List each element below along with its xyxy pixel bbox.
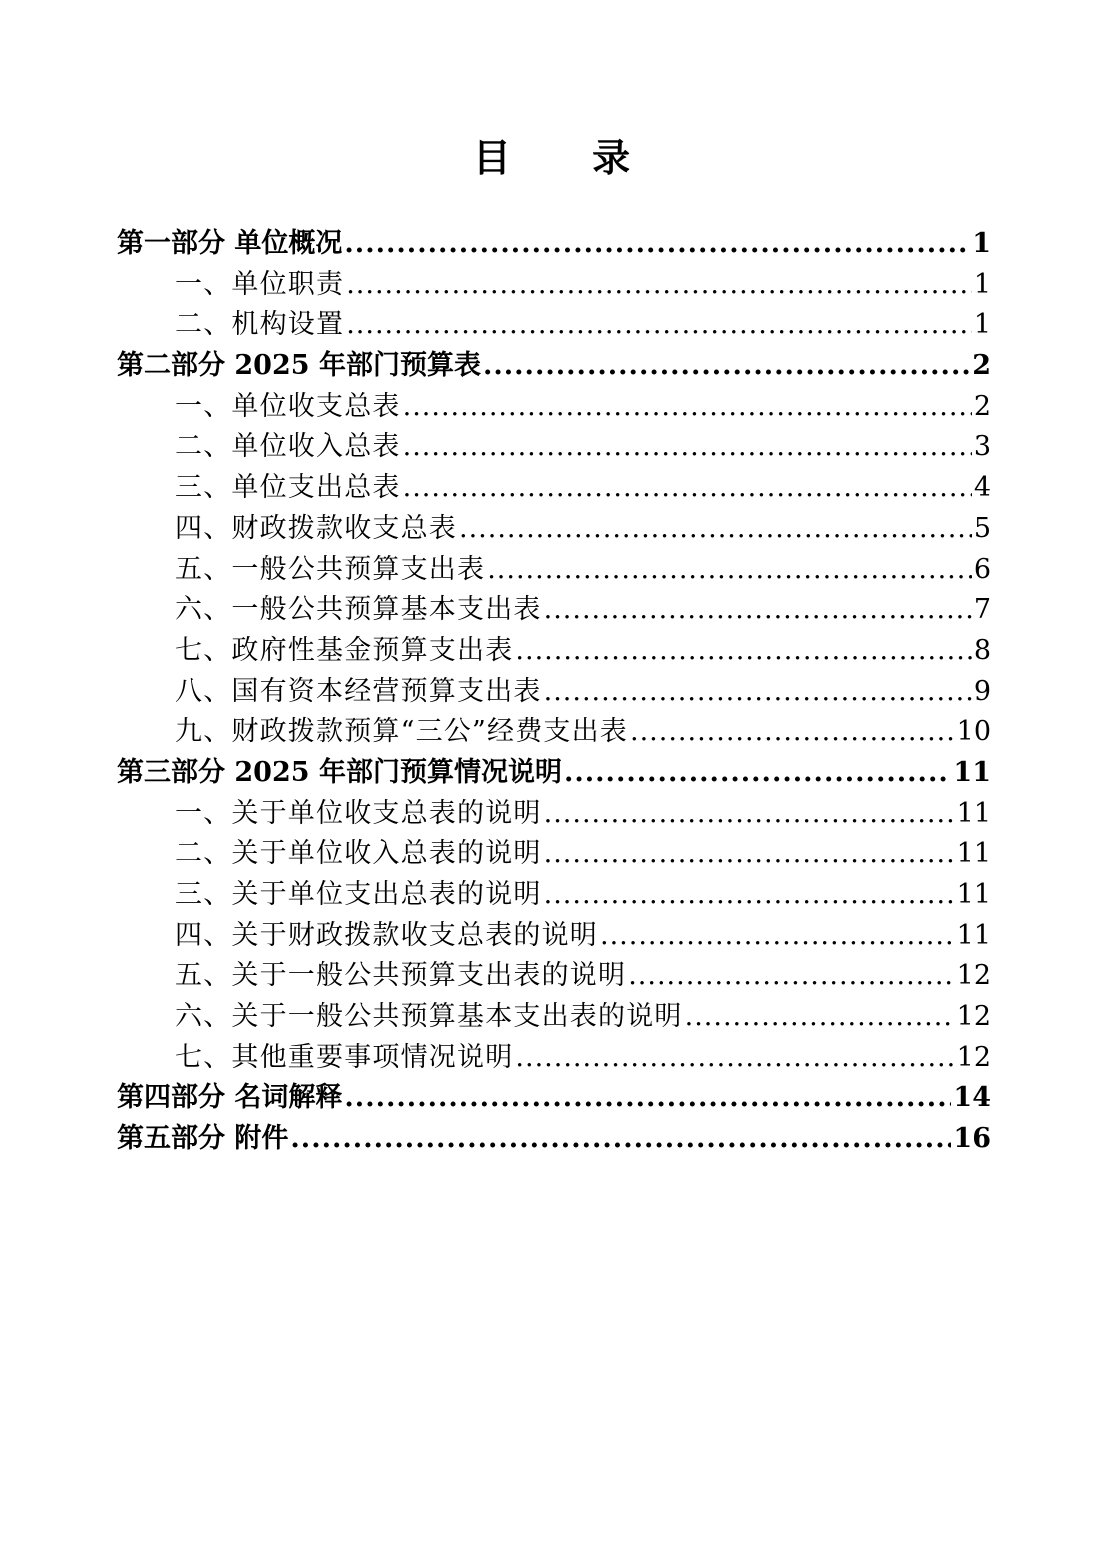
toc-entry-label: 九、财政拨款预算“三公”经费支出表 [175,716,629,748]
toc-dot-leader [515,631,971,672]
toc-subsection-entry[interactable] [117,712,991,753]
toc-dot-leader [544,672,972,713]
toc-page-number: 4 [973,472,991,504]
toc-section-entry[interactable] [117,224,991,265]
toc-page-number: 12 [956,1001,991,1033]
toc-dot-leader [403,427,972,468]
toc-subsection-entry[interactable] [117,997,991,1038]
toc-entry-label: 二、机构设置 [175,309,345,341]
toc-dot-leader [487,550,972,591]
toc-page-number: 11 [956,919,991,951]
toc-entry-label: 一、单位职责 [175,268,345,300]
toc-page-number: 9 [973,675,991,707]
toc-subsection-entry[interactable] [117,834,991,875]
toc-entry-label: 三、关于单位支出总表的说明 [175,879,542,910]
toc-page-number: 10 [956,716,991,748]
page-title: 目 录 [472,135,665,180]
toc-entry-label: 一、关于单位收支总表的说明 [175,797,542,829]
toc-entry-label: 六、关于一般公共预算基本支出表的说明 [175,1001,683,1033]
toc-dot-leader [403,468,972,509]
toc-dot-leader [630,712,955,753]
toc-entry-label: 三、单位支出总表 [175,472,401,504]
toc-entry-label: 第一部分 单位概况 [117,228,343,259]
toc-dot-leader [515,1038,954,1079]
toc-page-number: 2 [973,390,991,422]
toc-page-number: 14 [953,1082,991,1114]
toc-page-number: 11 [956,838,991,870]
toc-dot-leader [344,1078,951,1119]
toc-page-number: 11 [956,797,991,829]
toc-subsection-entry[interactable] [117,631,991,672]
toc-entry-label: 四、关于财政拨款收支总表的说明 [175,919,598,951]
toc-entry-label: 五、一般公共预算支出表 [175,553,486,585]
toc-page-number: 1 [973,268,991,300]
table-of-contents [117,224,991,1160]
toc-page-number: 5 [973,512,991,544]
toc-subsection-entry[interactable] [117,427,991,468]
toc-section-entry[interactable] [117,1078,991,1119]
toc-page-number: 8 [973,634,991,666]
toc-page-number: 1 [973,309,991,341]
toc-dot-leader [544,875,955,916]
toc-page-number: 12 [956,1041,991,1073]
toc-subsection-entry[interactable] [117,387,991,428]
toc-page-number: 2 [972,350,991,382]
toc-entry-label: 四、财政拨款收支总表 [175,512,457,544]
toc-page-number: 7 [973,594,991,626]
toc-section-entry[interactable] [117,753,991,794]
toc-entry-label: 七、其他重要事项情况说明 [175,1041,514,1073]
toc-entry-label: 第四部分 名词解释 [117,1082,343,1114]
toc-page-number: 11 [956,879,991,910]
toc-dot-leader [600,916,955,957]
toc-dot-leader [564,753,951,794]
toc-entry-label: 六、一般公共预算基本支出表 [175,594,542,626]
toc-entry-label: 八、国有资本经营预算支出表 [175,675,542,707]
toc-page-number: 12 [956,960,991,992]
toc-subsection-entry[interactable] [117,550,991,591]
toc-dot-leader [628,956,954,997]
toc-dot-leader [459,509,972,550]
toc-subsection-entry[interactable] [117,956,991,997]
toc-dot-leader [290,1119,951,1160]
toc-page-number: 1 [972,228,991,259]
toc-entry-label: 二、关于单位收入总表的说明 [175,838,542,870]
toc-subsection-entry[interactable] [117,794,991,835]
toc-entry-label: 七、政府性基金预算支出表 [175,634,514,666]
toc-page-number: 11 [953,756,991,788]
toc-dot-leader [346,265,972,306]
toc-entry-label: 一、单位收支总表 [175,390,401,422]
toc-entry-label: 第五部分 附件 [117,1123,289,1155]
toc-page-number: 3 [973,431,991,463]
toc-page-number: 6 [973,553,991,585]
toc-subsection-entry[interactable] [117,875,991,916]
toc-subsection-entry[interactable] [117,590,991,631]
toc-dot-leader [483,346,970,387]
toc-dot-leader [685,997,955,1038]
toc-entry-label: 五、关于一般公共预算支出表的说明 [175,960,627,992]
toc-section-entry[interactable] [117,346,991,387]
toc-subsection-entry[interactable] [117,672,991,713]
toc-dot-leader [544,590,972,631]
toc-dot-leader [544,834,955,875]
toc-section-entry[interactable] [117,1119,991,1160]
toc-subsection-entry[interactable] [117,305,991,346]
toc-entry-label: 第二部分 2025 年部门预算表 [117,350,481,382]
toc-dot-leader [544,794,955,835]
toc-subsection-entry[interactable] [117,1038,991,1079]
toc-dot-leader [403,387,972,428]
toc-subsection-entry[interactable] [117,265,991,306]
toc-entry-label: 二、单位收入总表 [175,431,401,463]
toc-subsection-entry[interactable] [117,509,991,550]
toc-dot-leader [346,305,972,346]
toc-subsection-entry[interactable] [117,916,991,957]
toc-dot-leader [344,224,970,265]
toc-entry-label: 第三部分 2025 年部门预算情况说明 [117,756,562,788]
toc-subsection-entry[interactable] [117,468,991,509]
toc-page-number: 16 [953,1123,991,1155]
